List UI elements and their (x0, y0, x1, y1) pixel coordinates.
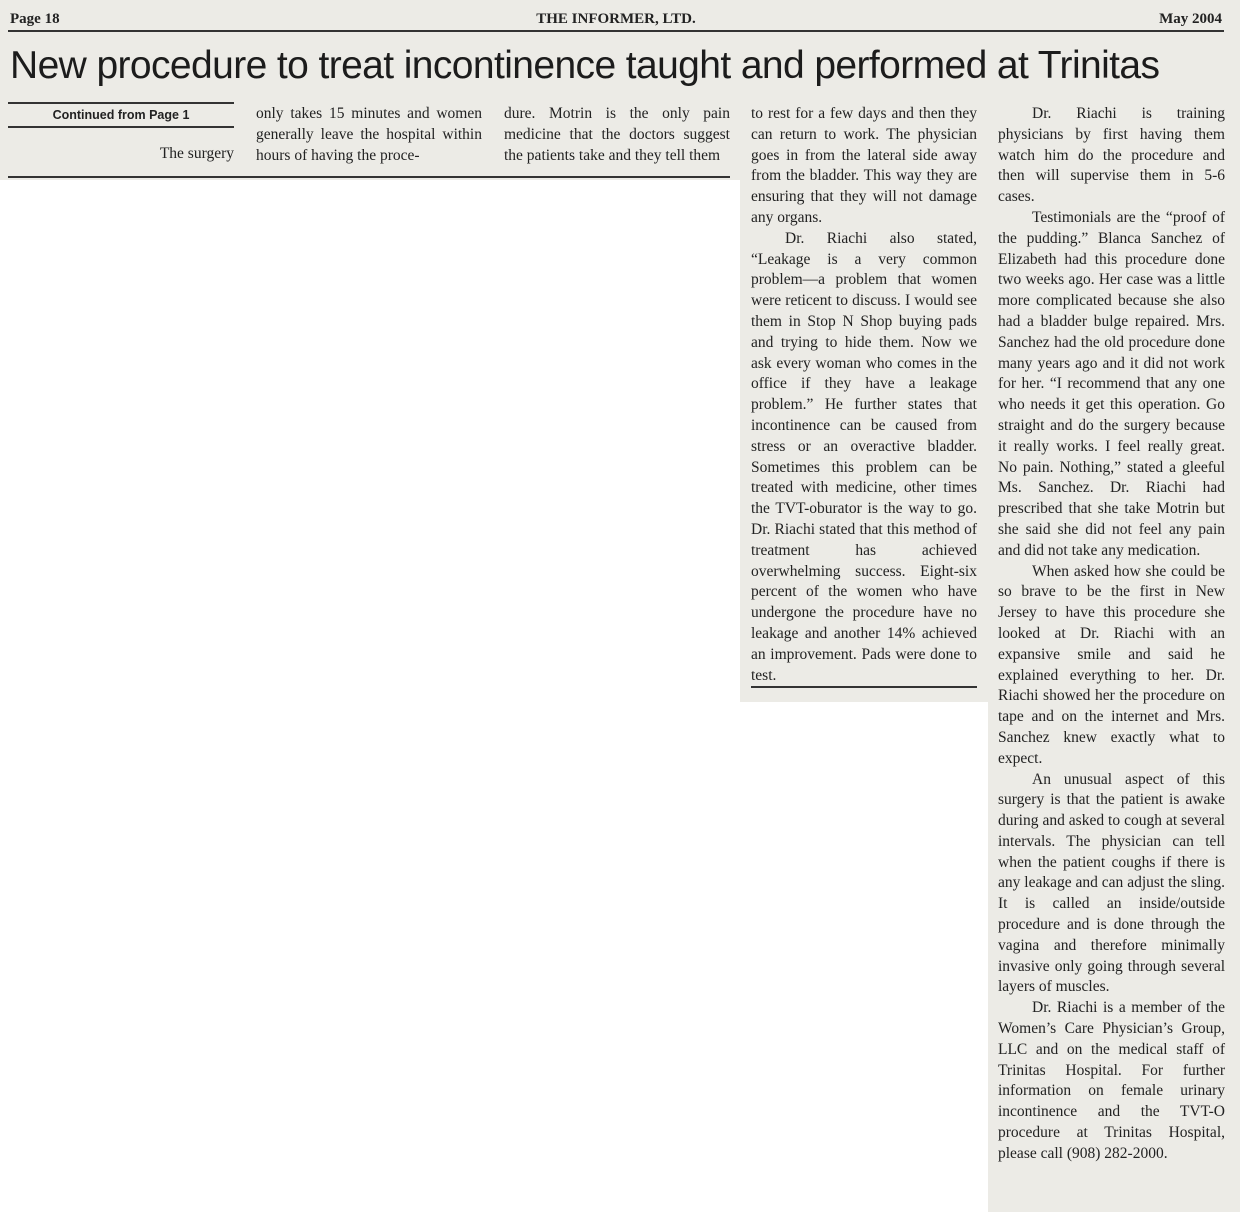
continued-from-label: Continued from Page 1 (8, 102, 234, 128)
article-column-2 (256, 104, 482, 166)
paragraph: Dr. Riachi is a member of the Women’s Care Physician’s Group, LLC and on the medical staff of Trinitas Hospital. For further information on female urinary incontinence and the TVT-O procedure at Trinitas Hospital, please call (908) 282-2000. (998, 999, 1225, 1162)
article-column-4 (751, 104, 977, 686)
article-column-5 (998, 104, 1225, 1165)
paragraph: only takes 15 minutes and women generally leave the hospital within hours of having the proce- (256, 105, 482, 164)
paragraph: Testimonials are the “proof of the pudding.” Blanca Sanchez of Elizabeth had this procedure done two weeks ago. Her case was a little more complicated because she also had a bladder bulge repaired. Mrs. Sanchez had the old procedure done many years ago and it did not work for her. “I recommend that any one who needs it get this operation. Go straight and do the surgery because it really works. I feel really great. No pain. Nothing,” stated a gleeful Ms. Sanchez. Dr. Riachi had prescribed that she take Motrin but she said she did not feel any pain and did not take any medication. (998, 208, 1225, 559)
article-headline: New procedure to treat incontinence taught and performed at Trinitas (10, 44, 1160, 87)
paragraph: dure. Motrin is the only pain medicine that the doctors suggest the patients take and they tell them (504, 105, 730, 164)
paragraph: Dr. Riachi is training physicians by first having them watch him do the procedure and then will supervise them in 5-6 cases. (998, 105, 1225, 206)
masthead (8, 8, 1224, 32)
paragraph: Dr. Riachi also stated, “Leakage is a very common problem—a problem that women were reticent to discuss. I would see them in Stop N Shop buying pads and trying to hide them. Now we ask every woman who comes in the office if they have a leakage problem.” He further states that incontinence can be caused from stress or an overactive bladder. Sometimes this problem can be treated with medicine, other times the TVT-oburator is the way to go. Dr. Riachi stated that this method of treatment has achieved overwhelming success. Eight-six percent of the women who have undergone the procedure have no leakage and another 14% achieved an improvement. Pads were done to test. (751, 229, 977, 684)
article-column-3 (504, 104, 730, 166)
paragraph: to rest for a few days and then they can return to work. The physician goes in from the lateral side away from the bladder. This way they are ensuring that they will not damage any organs. (751, 105, 977, 226)
publication-name: THE INFORMER, LTD. (536, 11, 696, 27)
issue-date: May 2004 (1159, 11, 1222, 27)
paragraph: An unusual aspect of this surgery is that the patient is awake during and asked to cough at several intervals. The physician can tell when the patient coughs if there is any leakage and can adjust the sling. It is called an inside/outside procedure and is done through the vagina and therefore minimally invasive only going through several layers of muscles. (998, 770, 1225, 996)
page-number: Page 18 (10, 11, 60, 27)
column-rule (751, 686, 977, 688)
article-column-1: The surgery (159, 145, 234, 162)
paragraph: When asked how she could be so brave to be the first in New Jersey to have this procedure she looked at Dr. Riachi with an expansive smile and said he explained everything to her. Dr. Riachi showed her the procedure on tape and on the internet and Mrs. Sanchez knew exactly what to expect. (998, 562, 1225, 767)
column-rule (8, 176, 730, 178)
